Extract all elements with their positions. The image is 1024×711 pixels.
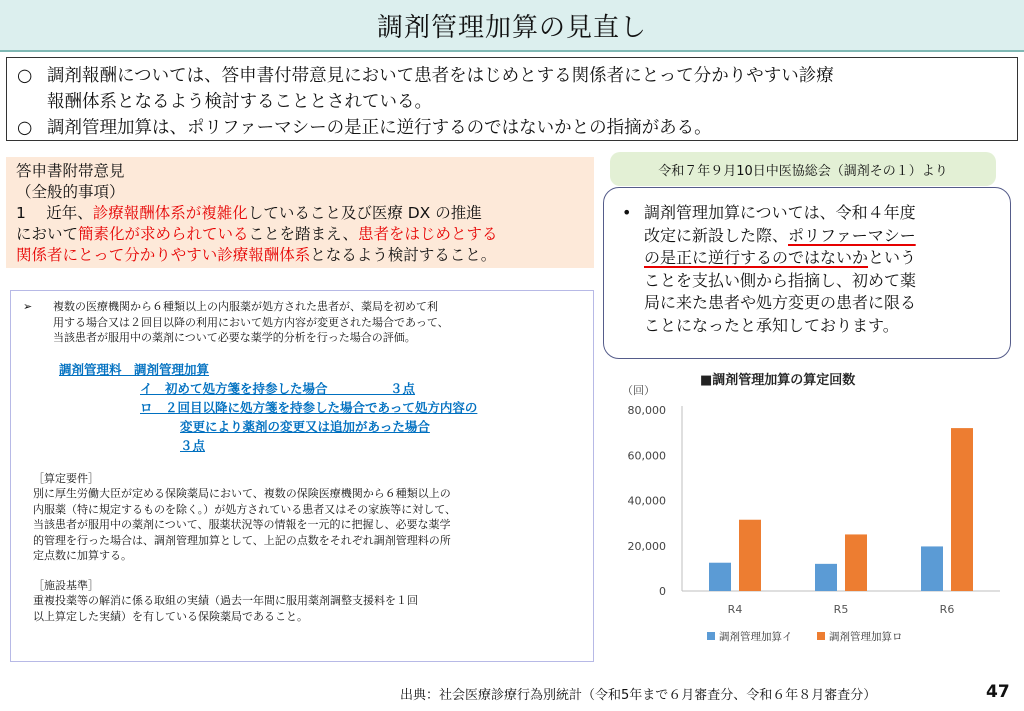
fee-schedule: 調剤管理料 調剤管理加算 イ 初めて処方箋を持参した場合 ３点 ロ ２回目以降に処方箋を持参した場合であって処方内容の 変更により薬剤の変更又は追加があった場合 ３点 bbox=[59, 361, 478, 453]
calculation-requirements: ［算定要件］ 別に厚生労働大臣が定める保険薬局において、複数の保険医療機関から６種類以上の 内服薬（特に規定するものを除く。）が処方されている患者又はその家族等に対して、 当該患者が服用中の薬剤について、服薬状況等の情報を一元的に把握し、必要な薬学 的管理を行った場合は、調剤管理加算として、上記の点数をそれぞれ調剤管理料の所 定点数に加算する。 ［施設基準］ 重複投薬等の解消に係る取組の実績（過去一年間に服用薬剤調整支援料を１回 以上算定した実績）を有している保険薬局であること。 bbox=[23, 471, 581, 625]
x-tick-label: R6 bbox=[939, 603, 955, 616]
y-tick-label: 40,000 bbox=[627, 494, 666, 508]
bar-i-r5 bbox=[815, 564, 837, 591]
supplementary-opinion-box bbox=[6, 157, 594, 268]
bullet-circle: ○ bbox=[17, 66, 33, 86]
bar-i-r6 bbox=[921, 546, 943, 591]
quote-source-tag: 令和７年９月10日中医協総会（調剤その１）より bbox=[610, 152, 996, 186]
title-bar bbox=[0, 0, 1024, 52]
chart-title: ■調剤管理加算の算定回数 bbox=[700, 373, 856, 388]
source-footer: 出典：社会医療診療行為別統計（令和5年まで６月審査分、令和６年８月審査分） bbox=[400, 688, 877, 703]
legend-swatch bbox=[707, 632, 715, 640]
legend-label: 調剤管理加算ロ bbox=[829, 631, 903, 643]
quote-box bbox=[603, 187, 1011, 359]
intro-item-2: ○ 調剤管理加算は、ポリファーマシーの是正に逆行するのではないかとの指摘がある。 bbox=[17, 115, 1007, 141]
y-tick-label: 80,000 bbox=[627, 404, 666, 417]
bar-ro-r5 bbox=[845, 534, 867, 591]
rule-description: ➢ 複数の医療機関から６種類以上の内服薬が処方された患者が、薬局を初めて利 用する場合又は２回目以降の利用において処方内容が変更された場合であって、 当該患者が服用中の薬剤について必要な薬学的分析を行った場合の評価。 bbox=[23, 300, 449, 344]
y-tick-label: 60,000 bbox=[627, 449, 666, 463]
bar-ro-r6 bbox=[951, 428, 973, 591]
x-tick-label: R5 bbox=[833, 603, 849, 616]
arrow-bullet-icon: ➢ bbox=[23, 300, 33, 313]
calculation-count-chart bbox=[600, 364, 1020, 654]
bullet-dot: • bbox=[622, 203, 632, 222]
opinion-heading: 答申書附帯意見 bbox=[16, 162, 125, 180]
opinion-text: 1 近年、診療報酬体系が複雑化していること及び医療 DX の推進 において簡素化が求められていることを踏まえ、患者をはじめとする 関係者にとって分かりやすい診療報酬体系となるよう検討すること。 bbox=[16, 204, 498, 264]
y-axis-unit-label: （回） bbox=[622, 384, 655, 397]
page-number: 47 bbox=[986, 682, 1010, 702]
page-title: 調剤管理加算の見直し bbox=[376, 12, 647, 43]
legend-swatch bbox=[817, 632, 825, 640]
legend-label: 調剤管理加算イ bbox=[719, 631, 793, 643]
facility-standards-heading: ［施設基準］ bbox=[33, 578, 99, 592]
intro-box bbox=[6, 57, 1018, 141]
opinion-subheading: （全般的事項） bbox=[16, 183, 125, 201]
requirements-heading: ［算定要件］ bbox=[33, 471, 99, 485]
bullet-circle: ○ bbox=[17, 118, 33, 138]
x-tick-label: R4 bbox=[727, 603, 743, 616]
y-tick-label: 20,000 bbox=[627, 539, 666, 553]
quote-text: 調剤管理加算については、令和４年度 改定に新設した際、ポリファーマシー の是正に逆行するのではないかという ことを支払い側から指摘し、初めて薬 局に来た患者や処方変更の患者に限る ことになったと承知しております。 bbox=[644, 203, 917, 335]
bar-i-r4 bbox=[709, 563, 731, 591]
bar-ro-r4 bbox=[739, 520, 761, 591]
y-tick-label: 0 bbox=[659, 585, 666, 598]
intro-item-1: ○ 調剤報酬については、答申書付帯意見において患者をはじめとする関係者にとって分かりやすい診療 報酬体系となるよう検討することとされている。 bbox=[17, 63, 1007, 115]
fee-rule-box bbox=[10, 290, 594, 662]
